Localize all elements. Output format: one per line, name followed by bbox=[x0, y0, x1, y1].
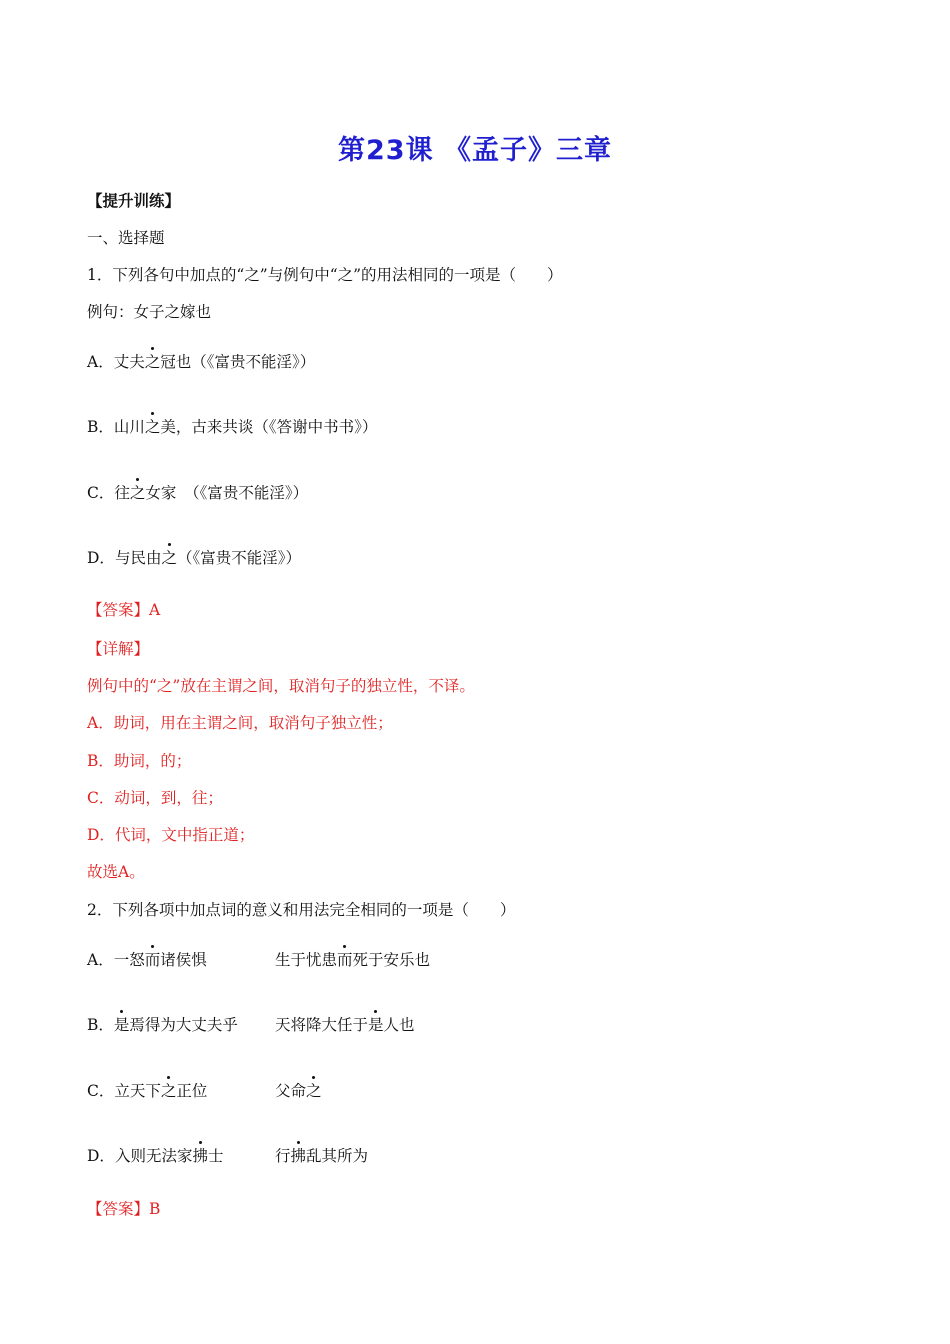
dotted-word: 而 bbox=[337, 951, 353, 969]
q1-explanation-line: D．代词，文中指正道； bbox=[87, 826, 255, 844]
dotted-word: 拂 bbox=[290, 1147, 307, 1165]
dotted-word: 之 bbox=[144, 418, 161, 436]
option-text: 女家 （《富贵不能淫》） bbox=[145, 484, 309, 502]
option-text: 人也 bbox=[383, 1016, 415, 1034]
q2-option-d bbox=[87, 1146, 647, 1166]
option-text: 死于安乐也 bbox=[352, 951, 431, 969]
q1-explanation-line: B．助词，的； bbox=[87, 752, 192, 770]
q1-answer bbox=[87, 600, 160, 620]
option-text: 行 bbox=[275, 1147, 291, 1165]
dotted-word: 之 bbox=[129, 484, 146, 502]
option-letter: D． bbox=[87, 549, 115, 567]
q2-option-a bbox=[87, 950, 647, 970]
option-text: 正位 bbox=[176, 1082, 208, 1100]
answer-label: 【答案】 bbox=[87, 1200, 150, 1218]
dotted-word: 之 bbox=[160, 1082, 177, 1100]
q2-stem: 2．下列各项中加点词的意义和用法完全相同的一项是（ ） bbox=[87, 901, 516, 919]
option-second-phrase bbox=[275, 950, 430, 970]
q1-explain-label: 【详解】 bbox=[87, 640, 150, 658]
q2-option-c bbox=[87, 1081, 647, 1101]
option-letter: B． bbox=[87, 1016, 114, 1034]
option-text: 乱其所为 bbox=[306, 1147, 369, 1165]
option-text: 生于忧患 bbox=[275, 951, 338, 969]
option-letter: D． bbox=[87, 1147, 115, 1165]
q1-option-a bbox=[87, 352, 315, 372]
part-label: 一、选择题 bbox=[87, 229, 165, 247]
option-text: 丈夫 bbox=[113, 353, 145, 371]
dotted-word: 是 bbox=[368, 1016, 384, 1034]
q2-answer bbox=[87, 1199, 160, 1219]
option-text: 父命 bbox=[275, 1082, 307, 1100]
option-text: 入则无法家 bbox=[114, 1147, 193, 1165]
q1-example: 例句：女子之嫁也 bbox=[87, 303, 212, 321]
option-second-phrase bbox=[275, 1015, 415, 1035]
answer-value: B bbox=[149, 1200, 161, 1218]
q1-explanation-line: A．助词，用在主谓之间，取消句子独立性； bbox=[87, 714, 393, 732]
page-title: 第23课 《孟子》三章 bbox=[338, 135, 612, 166]
q1-option-b bbox=[87, 417, 377, 437]
dotted-word: 是 bbox=[113, 1016, 130, 1034]
section-header: 【提升训练】 bbox=[87, 191, 181, 210]
q2-option-b bbox=[87, 1015, 647, 1035]
q1-stem: 1．下列各句中加点的“之”与例句中“之”的用法相同的一项是（ ） bbox=[87, 266, 563, 284]
answer-label: 【答案】 bbox=[87, 601, 150, 619]
q1-explanation-line: 故选A。 bbox=[87, 863, 145, 881]
option-text: 美，古来共谈（《答谢中书书》） bbox=[160, 418, 378, 436]
option-text: 与民由 bbox=[114, 549, 162, 567]
option-text: 天将降大任于 bbox=[275, 1016, 369, 1034]
option-text: 冠也（《富贵不能淫》） bbox=[160, 353, 316, 371]
dotted-word: 之 bbox=[144, 353, 161, 371]
option-text: 士 bbox=[207, 1147, 224, 1165]
option-text: 往 bbox=[114, 484, 130, 502]
option-letter: A． bbox=[87, 353, 114, 371]
q1-option-c bbox=[87, 483, 308, 503]
option-second-phrase bbox=[275, 1146, 368, 1166]
option-letter: C． bbox=[87, 1082, 115, 1100]
q1-explanation-line: 例句中的“之”放在主谓之间，取消句子的独立性，不译。 bbox=[87, 677, 475, 695]
option-text: 一怒 bbox=[113, 951, 145, 969]
option-letter: B． bbox=[87, 418, 114, 436]
answer-value: A bbox=[149, 601, 161, 619]
option-text: 焉得为大丈夫乎 bbox=[129, 1016, 238, 1034]
option-text: 诸侯惧 bbox=[160, 951, 207, 969]
dotted-word: 而 bbox=[144, 951, 161, 969]
dotted-word: 拂 bbox=[192, 1147, 208, 1165]
option-text: 立天下 bbox=[114, 1082, 161, 1100]
dotted-word: 之 bbox=[306, 1082, 322, 1100]
option-text: 山川 bbox=[113, 418, 145, 436]
option-letter: A． bbox=[87, 951, 114, 969]
option-letter: C． bbox=[87, 484, 115, 502]
q1-explanation-line: C．动词，到，往； bbox=[87, 789, 223, 807]
option-text: （《富贵不能淫》） bbox=[176, 549, 301, 567]
q1-option-d bbox=[87, 548, 301, 568]
dotted-word: 之 bbox=[161, 549, 177, 567]
option-second-phrase bbox=[275, 1081, 322, 1101]
